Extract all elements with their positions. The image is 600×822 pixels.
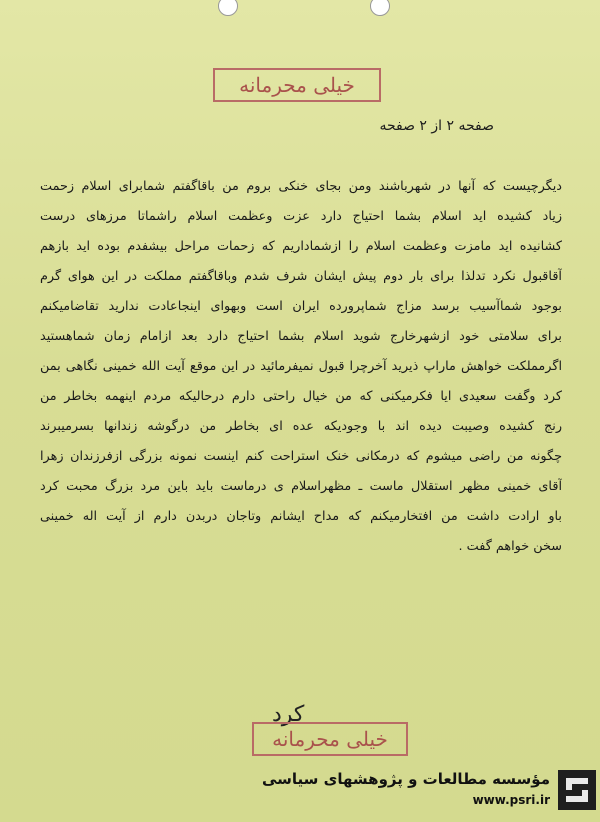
body-line: کشانیده اید مامزت وعظمت اسلام را ازشماداریم که زحمات مراحل بیشفدم بوده اید بازهم	[40, 239, 562, 254]
body-line: زیاد کشیده اید اسلام بشما احتیاج دارد عزت وعظمت اسلام راشماتا مرزهای درست	[40, 209, 562, 224]
body-line: برای سلامتی خود ازشهرخارج شوید اسلام بشما احتیاج دارد بعد ازامام زمان شماهستید	[40, 329, 562, 344]
body-line: چگونه من راضی میشوم که درمکانی خنک استراحت کنم اینست نمونه بزرگی ازفرزندان زهرا	[40, 449, 562, 464]
punch-hole-right	[370, 0, 390, 16]
letter-body	[40, 172, 562, 562]
page-number-heading: صفحه ۲ از ۲ صفحه	[379, 118, 494, 134]
body-line: اگرمملکت خواهش ماراپ ذیرید آخرچرا قبول نمیفرمائید در این موقع آیت الله خمینی نگاهی بمن	[40, 359, 562, 374]
confidential-stamp-bottom: خیلی محرمانه	[252, 722, 408, 756]
body-line: بوجود شماآسیب برسد مزاج شماپرورده ایران است وبهوای اینجاعادت ندارید تقاضامیکنم	[40, 299, 562, 314]
institute-url[interactable]: www.psri.ir	[472, 793, 550, 807]
body-line: دیگرچیست که آنها در شهرباشند ومن بجای خنکی بروم من باقاگفتم شمابرای اسلام زحمت	[40, 179, 562, 194]
punch-hole-left	[218, 0, 238, 16]
body-line: سخن خواهم گفت .	[458, 539, 562, 554]
body-line: کرد وگفت سعیدی ایا فکرمیکنی که من خیال راحتی دارم درحالیکه مردم اینهمه بخاطر من	[40, 389, 562, 404]
confidential-stamp-top: خیلی محرمانه	[213, 68, 381, 102]
body-line: آقاقبول نکرد تدلذا برای بار دوم پیش ایشان شرف شدم وباقاگفتم مملکت در این هوای گرم	[40, 269, 562, 284]
body-line: آقای خمینی مظهر استقلال ماست ـ مظهراسلام ی درماست باید باین مرد بزرگ محبت کرد	[40, 479, 562, 494]
institute-name: مؤسسه مطالعات و پژوهشهای سیاسی	[261, 770, 550, 788]
institute-logo-icon	[558, 770, 596, 810]
body-line: باو ارادت داشت من افتخارمیکنم که مداح ایشانم وتاجان دربدن دارم از آیت اله خمینی	[40, 509, 562, 524]
signature: کرد	[272, 702, 305, 727]
body-line: رنج کشیده وصیبت دیده اند با وجودیکه عده ای بخاطر من درگوشه زندانها بسرمیبرند	[40, 419, 562, 434]
